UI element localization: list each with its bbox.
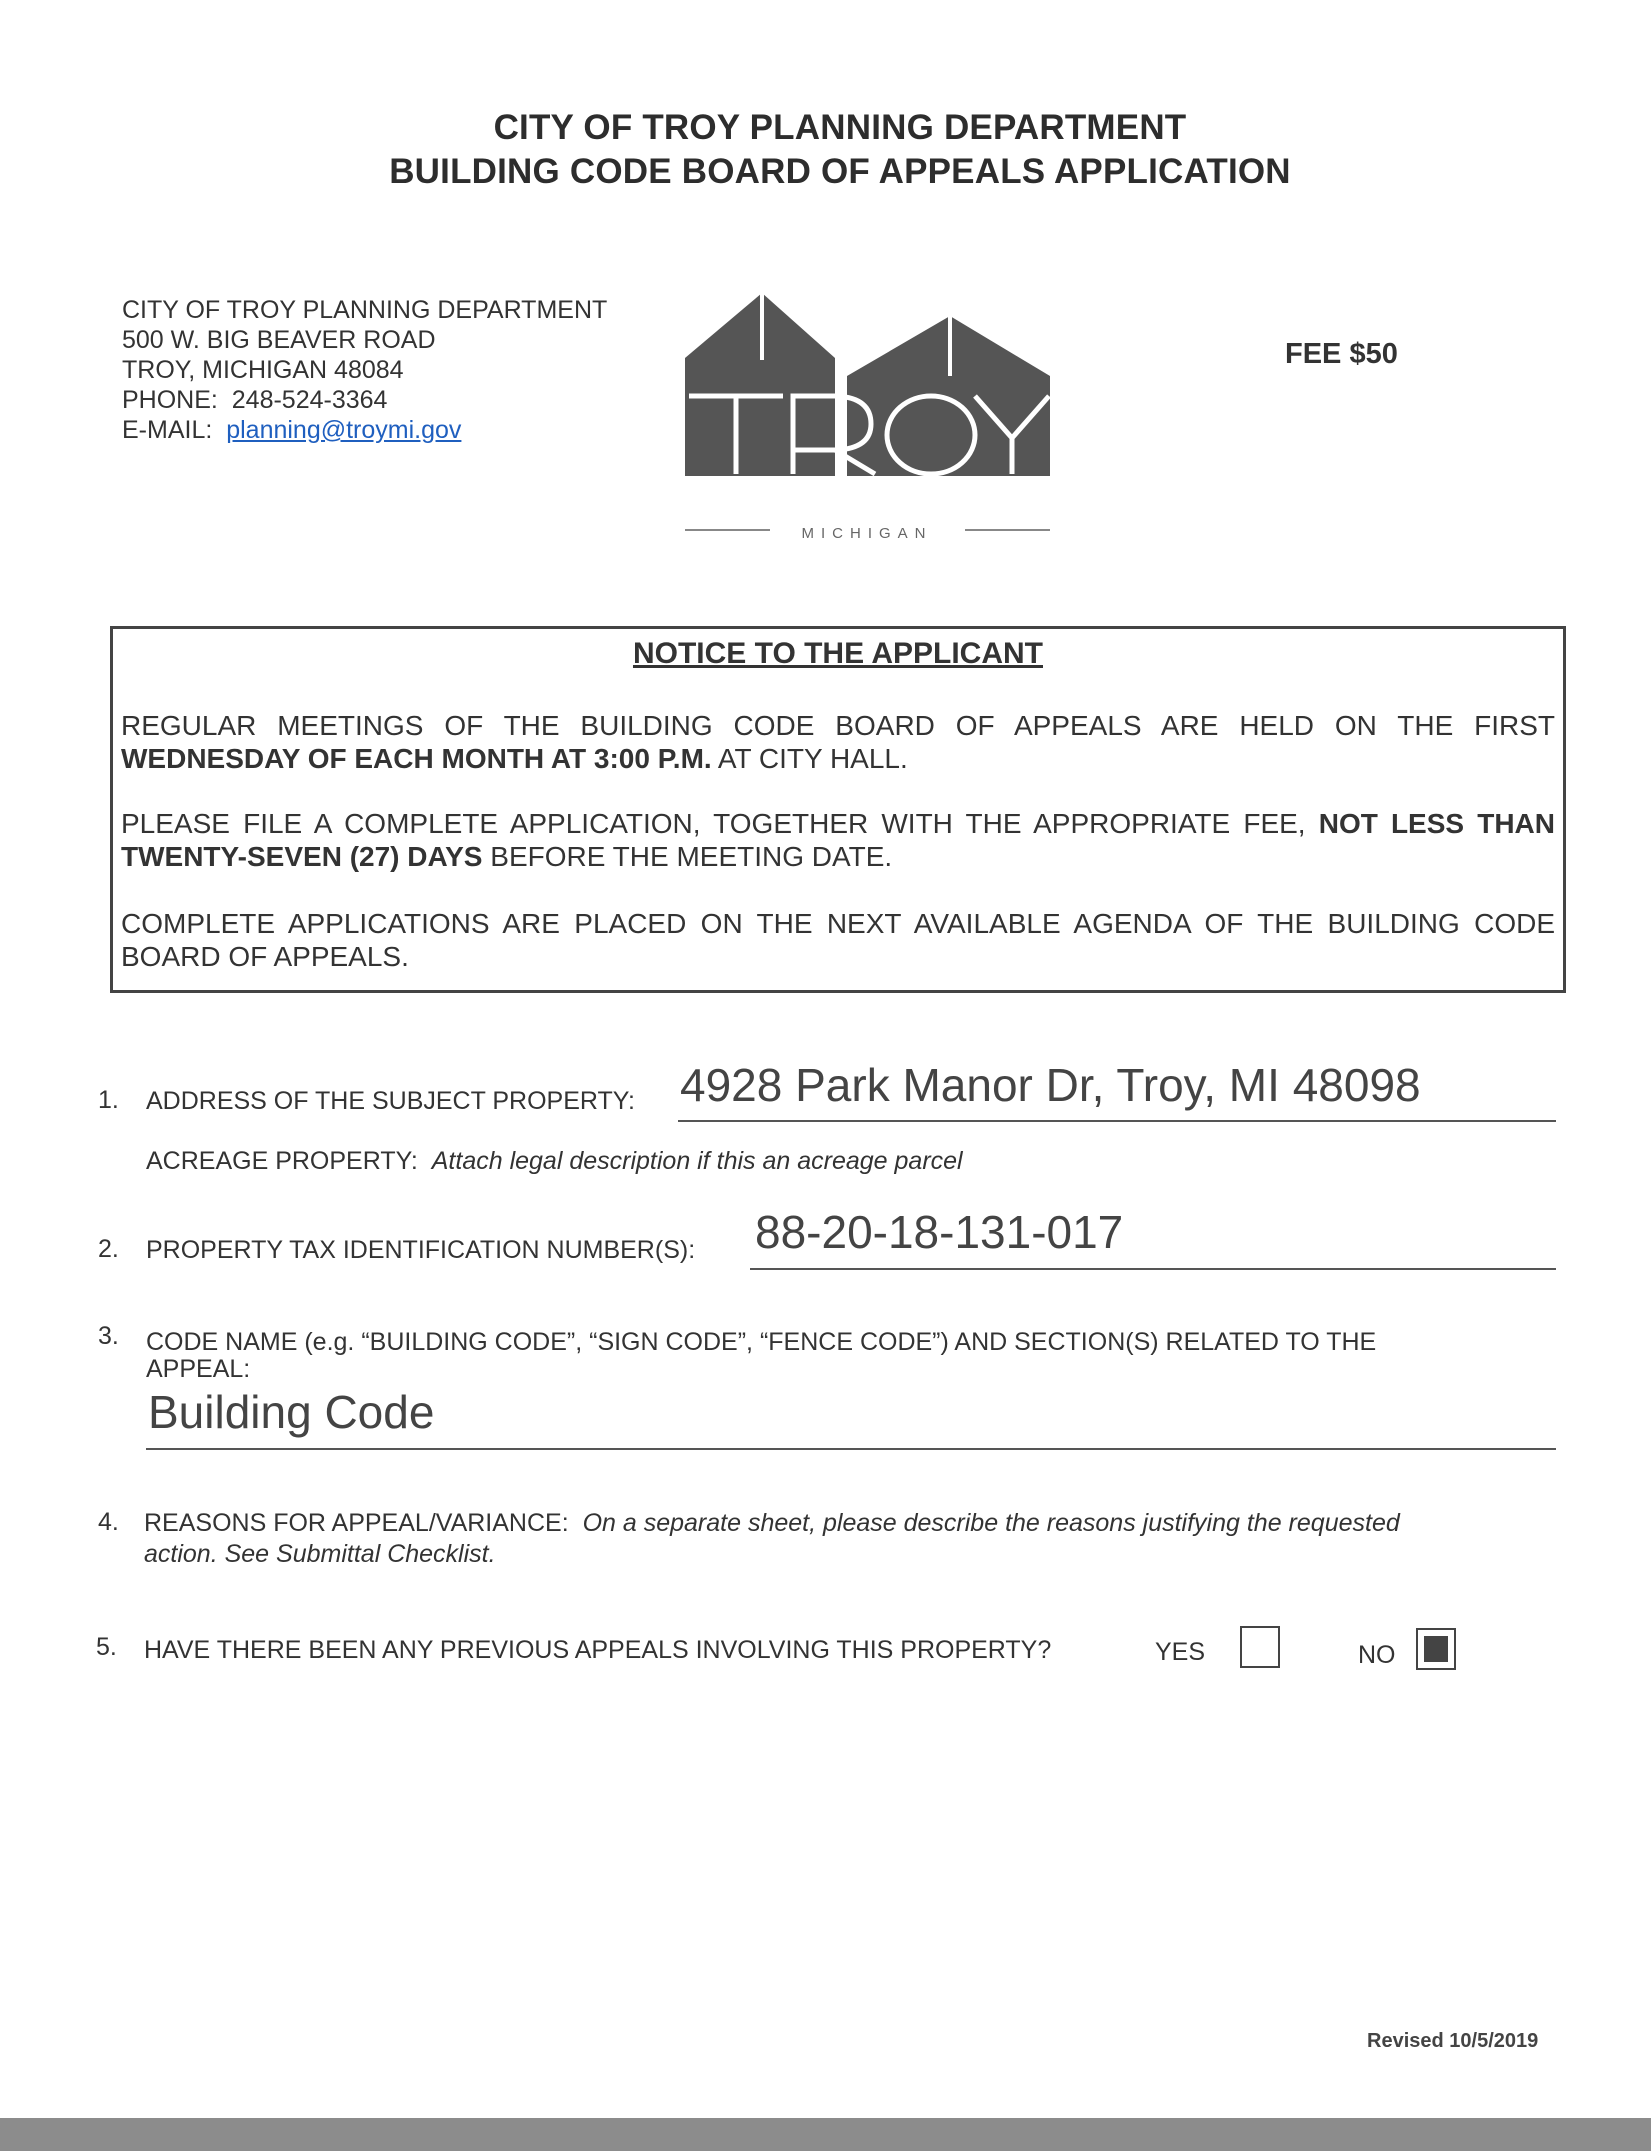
fee-amount: FEE $50 <box>1285 338 1398 370</box>
title-line-1: CITY OF TROY PLANNING DEPARTMENT <box>493 108 1187 147</box>
q1-number: 1. <box>98 1086 119 1114</box>
q5-number: 5. <box>96 1633 117 1661</box>
q3-label-line1: CODE NAME (e.g. “BUILDING CODE”, “SIGN CODE”, “FENCE CODE”) AND SECTION(S) RELATED TO THE <box>146 1328 1377 1356</box>
contact-phone-row <box>122 385 607 415</box>
q5-yes-label: YES <box>1155 1638 1206 1666</box>
notice-p1-bold: WEDNESDAY OF EACH MONTH AT 3:00 P.M. <box>121 743 712 774</box>
q5-no-checkbox[interactable] <box>1416 1628 1456 1670</box>
scan-edge-bar <box>0 2118 1651 2151</box>
q5-label: HAVE THERE BEEN ANY PREVIOUS APPEALS INVOLVING THIS PROPERTY? <box>144 1636 1052 1664</box>
acreage-note: Attach legal description if this an acreage parcel <box>431 1147 963 1175</box>
q4-label-row <box>144 1509 1400 1538</box>
title-line-2: BUILDING CODE BOARD OF APPEALS APPLICATION <box>389 152 1291 191</box>
q2-number: 2. <box>98 1235 119 1263</box>
q1-label: ADDRESS OF THE SUBJECT PROPERTY: <box>146 1087 636 1115</box>
q2-tax-id-value[interactable]: 88-20-18-131-017 <box>755 1206 1124 1258</box>
q3-label-line2: APPEAL: <box>146 1355 251 1383</box>
notice-p2-text: PLEASE FILE A COMPLETE APPLICATION, TOGETHER WITH THE APPROPRIATE FEE, <box>121 808 1319 839</box>
contact-city: TROY, MICHIGAN 48084 <box>122 356 404 384</box>
notice-p2-end: BEFORE THE MEETING DATE. <box>482 841 893 872</box>
email-label: E-MAIL: <box>122 416 213 444</box>
logo-subtitle: MICHIGAN <box>801 525 933 542</box>
notice-box <box>110 626 1566 993</box>
q2-label: PROPERTY TAX IDENTIFICATION NUMBER(S): <box>146 1236 696 1264</box>
q5-no-label: NO <box>1358 1641 1396 1669</box>
acreage-label: ACREAGE PROPERTY: <box>146 1147 418 1175</box>
phone-label: PHONE: <box>122 386 218 414</box>
notice-paragraph-2 <box>121 807 1555 873</box>
notice-paragraph-3: COMPLETE APPLICATIONS ARE PLACED ON THE NEXT AVAILABLE AGENDA OF THE BUILDING CODE BOARD OF APPEALS. <box>121 908 1555 972</box>
q5-yes-checkbox[interactable] <box>1240 1626 1280 1668</box>
q1-address-value[interactable]: 4928 Park Manor Dr, Troy, MI 48098 <box>680 1059 1421 1111</box>
q1-acreage-row <box>146 1147 963 1176</box>
q4-number: 4. <box>98 1508 119 1536</box>
notice-paragraph-1 <box>121 709 1555 775</box>
q4-note-line2: action. See Submittal Checklist. <box>144 1540 496 1568</box>
q3-code-value[interactable]: Building Code <box>148 1386 435 1438</box>
notice-title: NOTICE TO THE APPLICANT <box>632 637 1043 670</box>
contact-block <box>122 295 607 445</box>
q4-note-line1: On a separate sheet, please describe the reasons justifying the requested <box>582 1509 1400 1537</box>
notice-p2-bold: NOT LESS THAN TWENTY-SEVEN (27) DAYS <box>121 808 1555 872</box>
contact-dept: CITY OF TROY PLANNING DEPARTMENT <box>122 296 608 324</box>
notice-p1-text: REGULAR MEETINGS OF THE BUILDING CODE BOARD OF APPEALS ARE HELD ON THE FIRST <box>121 710 1555 741</box>
q3-underline <box>146 1448 1556 1450</box>
q3-number: 3. <box>98 1322 119 1350</box>
q2-underline <box>750 1268 1556 1270</box>
q1-underline <box>678 1120 1556 1122</box>
contact-street: 500 W. BIG BEAVER ROAD <box>122 326 436 354</box>
troy-logo-icon <box>675 288 1060 543</box>
notice-p1-end: AT CITY HALL. <box>711 743 908 774</box>
q4-label: REASONS FOR APPEAL/VARIANCE: <box>144 1509 569 1537</box>
phone-number: 248-524-3364 <box>231 386 388 414</box>
revised-date: Revised 10/5/2019 <box>1367 2030 1539 2052</box>
contact-email-row <box>122 415 607 445</box>
email-link[interactable]: planning@troymi.gov <box>226 416 462 444</box>
